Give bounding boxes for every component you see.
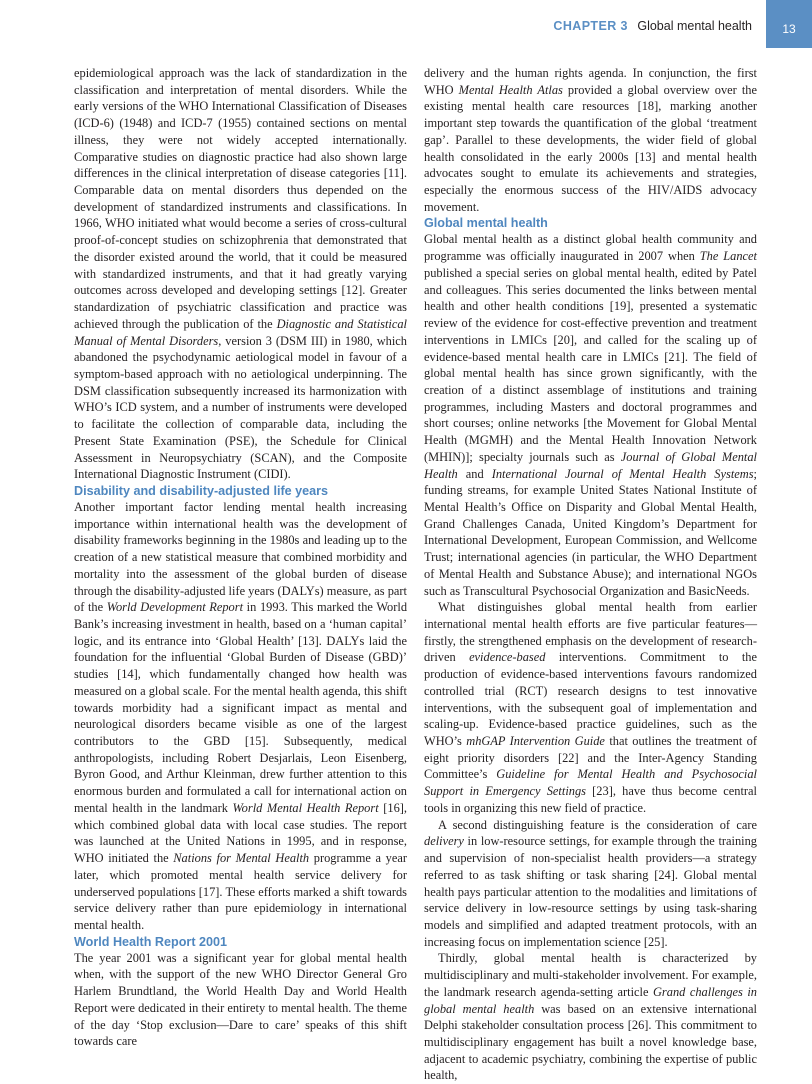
section-heading-disability: Disability and disability-adjusted life years xyxy=(74,483,329,498)
chapter-title: Global mental health xyxy=(637,19,752,33)
paragraph-multidisciplinary: Thirdly, global mental health is characterized by multidisciplinary and multi-stakeholder involvement. For example, the landmark research agenda-setting article Grand challenges in global mental health was based on an extensive international Delphi stakeholder consultation process [26]. This commitment to multidisciplinary engagement has built a novel knowledge base, adjacent to academic psychiatry, combining the expertise of public health, xyxy=(424,951,757,1083)
section-heading-global-mental-health: Global mental health xyxy=(424,216,548,231)
page-number: 13 xyxy=(782,22,796,36)
paragraph-standardization: epidemiological approach was the lack of standardization in the classification and interpretation of mental disorders. While the early versions of the WHO International Classification of Diseases (ICD-6) (1948) and ICD-7 (1955) contained sections on mental illness, they were not widely accepted internationally. Comparative studies on diagnostic practice had also shown large differences in the clinical interpretation of disease categories [11]. Comparable data on mental disorders thus depended on the development of standardized instruments and classifications. In 1966, WHO initiated what would become a series of cross-cultural proof-of-concept studies on schizophrenia that demonstrated that the disorder existed around the world, that it could be measured with standardized instruments, and that it had greatly varying outcomes across developed and developing settings [12]. Greater standardization of psychiatric classification and practice was achieved through the publication of the Diagnostic and Statistical Manual of Mental Disorders, version 3 (DSM III) in 1980, which abandoned the psychodynamic aetiological model in favour of a symptom-based approach with no aetiological underpinning. The DSM classification subsequently increased its harmonization with WHO’s ICD system, and a number of instruments were developed to facilitate the collection of comparable data, including the Present State Examination (PSE), the Schedule for Clinical Assessment in Neuropsychiatry (SCAN), and the Composite International Diagnostic Instrument (CIDI). xyxy=(74,66,407,482)
chapter-label: CHAPTER 3 xyxy=(553,19,628,33)
paragraph-distinguishing-features: What distinguishes global mental health from earlier international mental health efforts are five particular features—firstly, the strengthened emphasis on the development of research-driven evidence-based interventions. Commitment to the production of evidence-based interventions favours randomized controlled trial (RCT) research designs to test innovative interventions, with the subsequent goal of implementation and scaling-up. Evidence-based practice guidelines, such as the WHO’s mhGAP Intervention Guide that outlines the treatment of eight priority disorders [22] and the Inter-Agency Standing Committee’s Guideline for Mental Health and Psychosocial Support in Emergency Settings [23], have thus become central tools in organizing this new field of practice. xyxy=(424,600,757,815)
left-column xyxy=(74,65,407,1050)
paragraph-disability: Another important factor lending mental health increasing importance within international health was the development of disability frameworks beginning in the 1980s and leading up to the creation of a new statistical measure that combined morbidity and mortality into the assessment of the global burden of disease through the disability-adjusted life years (DALYs) measure, as part of the World Development Report in 1993. This marked the World Bank’s increasing investment in health, based on a ‘human capital’ logic, and its entrance into ‘Global Health’ [13]. DALYs laid the foundation for the influential ‘Global Burden of Disease (GBD)’ studies [14], which fundamentally changed how health was measured on a global scale. For the mental health agenda, this shift towards morbidity had a significant impact as mental and neurological disorders became visible as one of the largest contributors to the GBD [15]. Subsequently, medical anthropologists, including Robert Desjarlais, Leon Eisenberg, Byron Good, and Arthur Kleinman, drew further attention to this enormous burden and formulated a call for international action on mental health in the landmark World Mental Health Report [16], which combined global data with local case studies. The report was launched at the United Nations in 1995, and in response, WHO initiated the Nations for Mental Health programme a year later, which promoted mental health service delivery for underserved populations [17]. These efforts marked a shift towards service delivery rather than pure epidemiology in international mental health. xyxy=(74,499,408,932)
page-number-tab xyxy=(766,0,812,48)
running-head xyxy=(553,0,812,52)
paragraph-care-delivery: A second distinguishing feature is the consideration of care delivery in low-resource settings, for example through the training and supervision of non-specialist health providers—a strategy referred to as task shifting or task sharing [24]. Global mental health pays particular attention to the modalities and limitations of service delivery in low-resource settings by using task-sharing models and simplified and adapted treatment protocols, with an increasing focus on implementation science [25]. xyxy=(424,817,757,949)
running-head-text xyxy=(553,0,766,33)
paragraph-global-mental-health: Global mental health as a distinct global health community and programme was officially inaugurated in 2007 when The Lancet published a special series on global mental health, edited by Patel and colleagues. This series documented the links between mental health and other health conditions [19], presented a systematic review of the evidence for cost-effective prevention and treatment interventions in LMICs [20], and called for the scaling up of evidence-based mental health care in LMICs [21]. The field of global mental health has since grown significantly, with the creation of a distinct assemblage of institutions and training programmes, including Masters and doctoral programmes and short courses; online networks [the Movement for Global Mental Health (MGMH) and the Mental Health Innovation Network (MHIN)]; specialty journals such as Journal of Global Mental Health and International Journal of Mental Health Systems; funding streams, for example United States National Institute of Mental Health’s Office on Disparity and Global Mental Health, Grand Challenges Canada, United Kingdom’s Department for International Development, European Commission, and Wellcome Trust; international agencies (in particular, the WHO Department of Mental Health and Substance Abuse); and international NGOs such as Transcultural Psychosocial Organization and BasicNeeds. xyxy=(424,232,758,598)
paragraph-mental-health-atlas: delivery and the human rights agenda. In conjunction, the first WHO Mental Health Atlas provided a global overview over the existing mental health care resources [18], marking another important step towards the quantification of the global ‘treatment gap’. Parallel to these developments, the wider field of global health consolidated in the early 2000s [13] and mental health advocates sought to emulate its achievements and strategies, especially the enormous success of the HIV/AIDS advocacy movement. xyxy=(424,66,757,214)
right-column xyxy=(424,65,757,1084)
paragraph-world-health-report: The year 2001 was a significant year for global mental health when, with the support of the new WHO Director General Gro Harlem Brundtland, the World Health Day and World Health Report were dedicated in their entirety to mental health. The theme of the day ‘Stop exclusion—Dare to care’ speaks of this shift towards care xyxy=(74,950,407,1049)
section-heading-world-health-report: World Health Report 2001 xyxy=(74,934,228,949)
